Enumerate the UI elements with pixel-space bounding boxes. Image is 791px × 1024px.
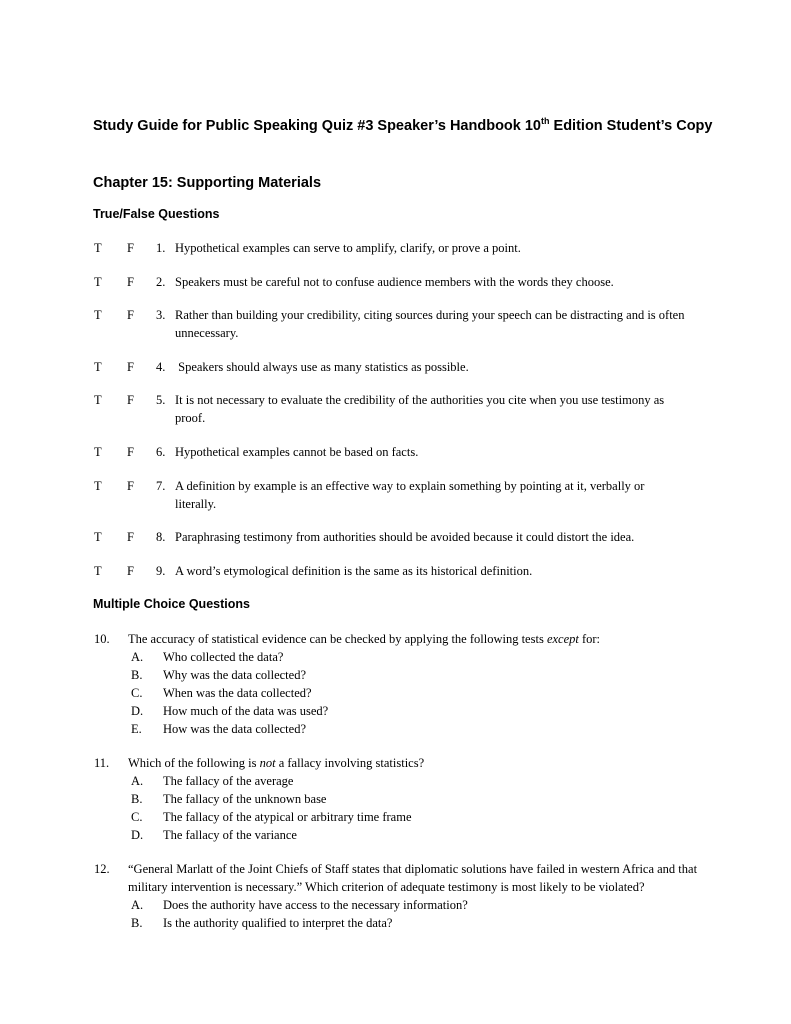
true-marker: T <box>94 308 102 322</box>
item-number: 3. <box>156 308 166 322</box>
mc-option <box>0 826 791 844</box>
item-number: 6. <box>156 445 166 459</box>
false-marker: F <box>127 360 134 374</box>
mc-option <box>0 914 791 932</box>
mc-option <box>0 702 791 720</box>
false-marker: F <box>127 308 134 322</box>
item-number: 9. <box>156 564 166 578</box>
item-number: 5. <box>156 393 166 407</box>
true-marker: T <box>94 530 102 544</box>
item-text: A word’s etymological definition is the same as its historical definition. <box>175 564 533 578</box>
true-marker: T <box>94 564 102 578</box>
option-text: Is the authority qualified to interpret the data? <box>163 916 393 930</box>
false-marker: F <box>127 275 134 289</box>
chapter-heading: Chapter 15: Supporting Materials <box>93 175 322 191</box>
mc-option <box>0 772 791 790</box>
option-text: Who collected the data? <box>163 650 284 664</box>
option-text: How was the data collected? <box>163 722 306 736</box>
option-letter: A. <box>131 898 144 912</box>
document-title <box>93 117 713 136</box>
false-marker: F <box>127 530 134 544</box>
question-text: The accuracy of statistical evidence can be checked by applying the following tests except for: <box>128 632 601 646</box>
option-text: How much of the data was used? <box>163 704 329 718</box>
option-text: The fallacy of the unknown base <box>163 792 327 806</box>
item-text: Hypothetical examples cannot be based on facts. <box>175 445 419 459</box>
mc-option <box>0 808 791 826</box>
question-number: 11. <box>94 756 110 770</box>
true-marker: T <box>94 393 102 407</box>
item-number: 8. <box>156 530 166 544</box>
question-number: 10. <box>94 632 110 646</box>
option-letter: E. <box>131 722 142 736</box>
mc-option <box>0 666 791 684</box>
item-number: 2. <box>156 275 166 289</box>
option-text: Does the authority have access to the necessary information? <box>163 898 468 912</box>
true-marker: T <box>94 275 102 289</box>
title-part-2: Edition Student’s Copy <box>549 118 713 134</box>
option-letter: C. <box>131 810 143 824</box>
mc-option <box>0 648 791 666</box>
option-letter: A. <box>131 774 144 788</box>
false-marker: F <box>127 564 134 578</box>
title-part-1: Study Guide for Public Speaking Quiz #3 Speaker’s Handbook 10 <box>93 118 541 134</box>
option-text: When was the data collected? <box>163 686 312 700</box>
question-text: “General Marlatt of the Joint Chiefs of Staff states that diplomatic solutions have failed in western Africa and that military intervention is necessary.” Which criterion of adequate testimony is most likely to be violated? <box>128 862 698 894</box>
true-marker: T <box>94 241 102 255</box>
item-text: Rather than building your credibility, citing sources during your speech can be distracting and is often unnecessary. <box>175 308 685 340</box>
title-superscript: th <box>541 116 550 127</box>
tf-section-heading: True/False Questions <box>93 207 220 221</box>
true-marker: T <box>94 360 102 374</box>
mc-section-heading: Multiple Choice Questions <box>93 597 250 611</box>
item-text: Speakers should always use as many statistics as possible. <box>175 360 469 374</box>
item-number: 7. <box>156 479 166 493</box>
item-text: Paraphrasing testimony from authorities should be avoided because it could distort the idea. <box>175 530 635 544</box>
mc-option <box>0 684 791 702</box>
true-marker: T <box>94 479 102 493</box>
question-number: 12. <box>94 862 110 876</box>
mc-options <box>0 772 791 844</box>
mc-options <box>0 896 791 932</box>
option-letter: B. <box>131 916 143 930</box>
question-text: Which of the following is not a fallacy involving statistics? <box>128 756 425 770</box>
false-marker: F <box>127 445 134 459</box>
false-marker: F <box>127 393 134 407</box>
option-letter: B. <box>131 668 143 682</box>
option-text: The fallacy of the atypical or arbitrary time frame <box>163 810 412 824</box>
item-number: 1. <box>156 241 166 255</box>
item-text: Hypothetical examples can serve to amplify, clarify, or prove a point. <box>175 241 521 255</box>
option-letter: A. <box>131 650 144 664</box>
item-text: Speakers must be careful not to confuse audience members with the words they choose. <box>175 275 614 289</box>
mc-option <box>0 790 791 808</box>
false-marker: F <box>127 479 134 493</box>
mc-option <box>0 896 791 914</box>
option-text: The fallacy of the average <box>163 774 294 788</box>
option-text: The fallacy of the variance <box>163 828 297 842</box>
item-text: It is not necessary to evaluate the credibility of the authorities you cite when you use testimony as proof. <box>175 393 665 425</box>
option-letter: C. <box>131 686 143 700</box>
item-text: A definition by example is an effective way to explain something by pointing at it, verbally or literally. <box>175 479 645 511</box>
mc-option <box>0 720 791 738</box>
option-letter: D. <box>131 828 144 842</box>
true-marker: T <box>94 445 102 459</box>
option-letter: D. <box>131 704 144 718</box>
false-marker: F <box>127 241 134 255</box>
option-text: Why was the data collected? <box>163 668 306 682</box>
item-number: 4. <box>156 360 166 374</box>
option-letter: B. <box>131 792 143 806</box>
mc-options <box>0 648 791 738</box>
